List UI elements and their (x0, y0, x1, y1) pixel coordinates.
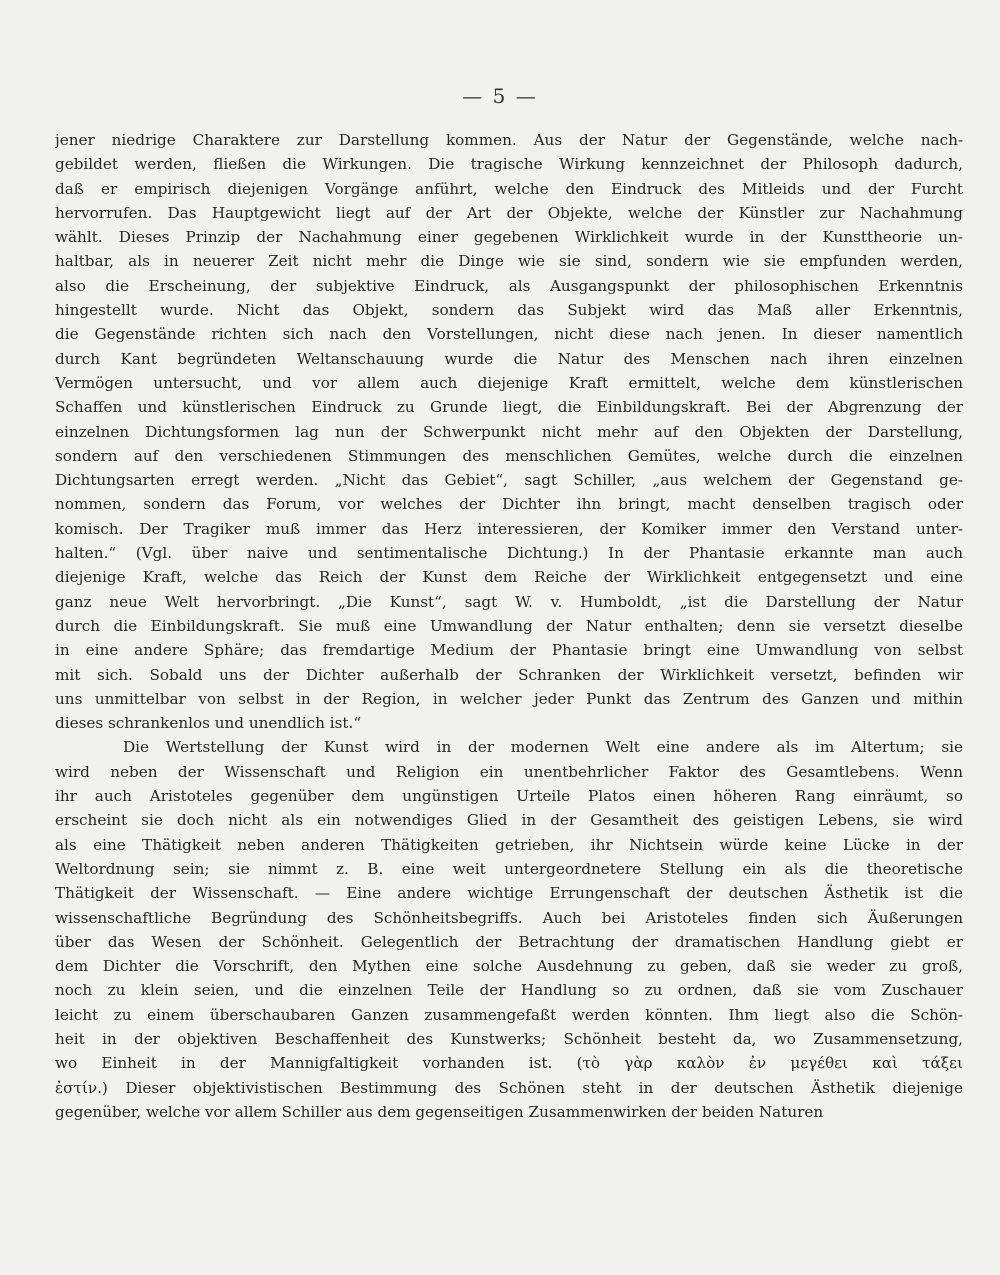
text-line: in eine andere Sphäre; das fremdartige Medium der Phantasie bringt eine Umwandlung von selbst (55, 641, 963, 660)
text-line: gegenüber, welche vor allem Schiller aus dem gegenseitigen Zusammenwirken der beiden Naturen (55, 1102, 824, 1121)
text-line: leicht zu einem überschaubaren Ganzen zusammengefaßt werden könnten. Ihm liegt also die Schön- (55, 1005, 963, 1024)
text-line: dem Dichter die Vorschrift, den Mythen eine solche Ausdehnung zu geben, daß sie weder zu groß, (55, 957, 963, 976)
text-line: Schaffen und künstlerischen Eindruck zu Grunde liegt, die Einbildungskraft. Bei der Abgrenzung der (55, 398, 963, 417)
text-line: hervorrufen. Das Hauptgewicht liegt auf der Art der Objekte, welche der Künstler zur Nachahmung (55, 203, 963, 222)
paragraph-start-line: Die Wertstellung der Kunst wird in der modernen Welt eine andere als im Altertum; sie (123, 738, 963, 757)
text-line: ihr auch Aristoteles gegenüber dem ungünstigen Urteile Platos einen höheren Rang einräumt, so (55, 787, 963, 806)
text-line: diejenige Kraft, welche das Reich der Kunst dem Reiche der Wirklichkeit entgegensetzt und eine (55, 568, 963, 587)
text-line: wird neben der Wissenschaft und Religion ein unentbehrlicher Faktor des Gesamtlebens. Wenn (55, 762, 963, 781)
text-line: also die Erscheinung, der subjektive Eindruck, als Ausgangspunkt der philosophischen Erkenntnis (55, 276, 963, 295)
body-text (55, 128, 963, 1124)
text-line: dieses schrankenlos und unendlich ist.“ (55, 714, 362, 733)
text-line: sondern auf den verschiedenen Stimmungen des menschlichen Gemütes, welche durch die einzelnen (55, 446, 963, 465)
text-line: durch Kant begründeten Weltanschauung wurde die Natur des Menschen nach ihren einzelnen (55, 349, 963, 368)
text-line: noch zu klein seien, und die einzelnen Teile der Handlung so zu ordnen, daß sie vom Zuschauer (55, 981, 963, 1000)
text-line: haltbar, als in neuerer Zeit nicht mehr die Dinge wie sie sind, sondern wie sie empfunden werden, (55, 252, 963, 271)
text-line: halten.“ (Vgl. über naive und sentimentalische Dichtung.) In der Phantasie erkannte man auch (55, 544, 963, 563)
text-line: wählt. Dieses Prinzip der Nachahmung einer gegebenen Wirklichkeit wurde in der Kunsttheorie un- (55, 228, 963, 247)
text-line: Vermögen untersucht, und vor allem auch diejenige Kraft ermittelt, welche dem künstlerischen (55, 373, 963, 392)
text-line: einzelnen Dichtungsformen lag nun der Schwerpunkt nicht mehr auf den Objekten der Darstellung, (55, 422, 963, 441)
text-line: wissenschaftliche Begründung des Schönheitsbegriffs. Auch bei Aristoteles finden sich Äußerungen (55, 908, 963, 927)
text-line-with-greek: wo Einheit in der Mannigfaltigkeit vorhanden ist. (τὸ γὰρ καλὸν ἐν μεγέθει καὶ τάξει (55, 1054, 963, 1073)
text-line: die Gegenstände richten sich nach den Vorstellungen, nicht diese nach jenen. In dieser namentlich (55, 325, 963, 344)
text-line-with-greek: ἐστίν.) Dieser objektivistischen Bestimmung des Schönen steht in der deutschen Ästhetik diejenige (55, 1078, 963, 1097)
text-line: ganz neue Welt hervorbringt. „Die Kunst“, sagt W. v. Humboldt, „ist die Darstellung der Natur (55, 592, 963, 611)
page-number: — 5 — (462, 84, 538, 108)
text-line: hingestellt wurde. Nicht das Objekt, sondern das Subjekt wird das Maß aller Erkenntnis, (55, 301, 963, 320)
text-line: erscheint sie doch nicht als ein notwendiges Glied in der Gesamtheit des geistigen Lebens, sie wird (55, 811, 963, 830)
text-line: über das Wesen der Schönheit. Gelegentlich der Betrachtung der dramatischen Handlung giebt er (55, 932, 963, 951)
text-line: Thätigkeit der Wissenschaft. — Eine andere wichtige Errungenschaft der deutschen Ästhetik ist die (55, 884, 963, 903)
text-line: Weltordnung sein; sie nimmt z. B. eine weit untergeordnetere Stellung ein als die theoretische (55, 859, 963, 878)
text-line: als eine Thätigkeit neben anderen Thätigkeiten getrieben, ihr Nichtsein würde keine Lücke in der (55, 835, 963, 854)
text-line: durch die Einbildungskraft. Sie muß eine Umwandlung der Natur enthalten; denn sie versetzt dieselbe (55, 616, 963, 635)
text-line: mit sich. Sobald uns der Dichter außerhalb der Schranken der Wirklichkeit versetzt, befinden wir (55, 665, 963, 684)
text-line: nommen, sondern das Forum, vor welches der Dichter ihn bringt, macht denselben tragisch oder (55, 495, 963, 514)
text-line: heit in der objektiven Beschaffenheit des Kunstwerks; Schönheit besteht da, wo Zusammensetzung, (55, 1029, 963, 1048)
text-line: Dichtungsarten erregt werden. „Nicht das Gebiet“, sagt Schiller, „aus welchem der Gegenstand ge- (55, 471, 963, 490)
text-line: jener niedrige Charaktere zur Darstellung kommen. Aus der Natur der Gegenstände, welche nach- (55, 131, 963, 149)
text-line: komisch. Der Tragiker muß immer das Herz interessieren, der Komiker immer den Verstand unter- (55, 519, 963, 538)
text-line: uns unmittelbar von selbst in der Region, in welcher jeder Punkt das Zentrum des Ganzen und mithin (55, 689, 963, 708)
text-line: gebildet werden, fließen die Wirkungen. Die tragische Wirkung kennzeichnet der Philosoph dadurch, (55, 155, 963, 174)
text-line: daß er empirisch diejenigen Vorgänge anführt, welche den Eindruck des Mitleids und der Furcht (55, 179, 963, 198)
